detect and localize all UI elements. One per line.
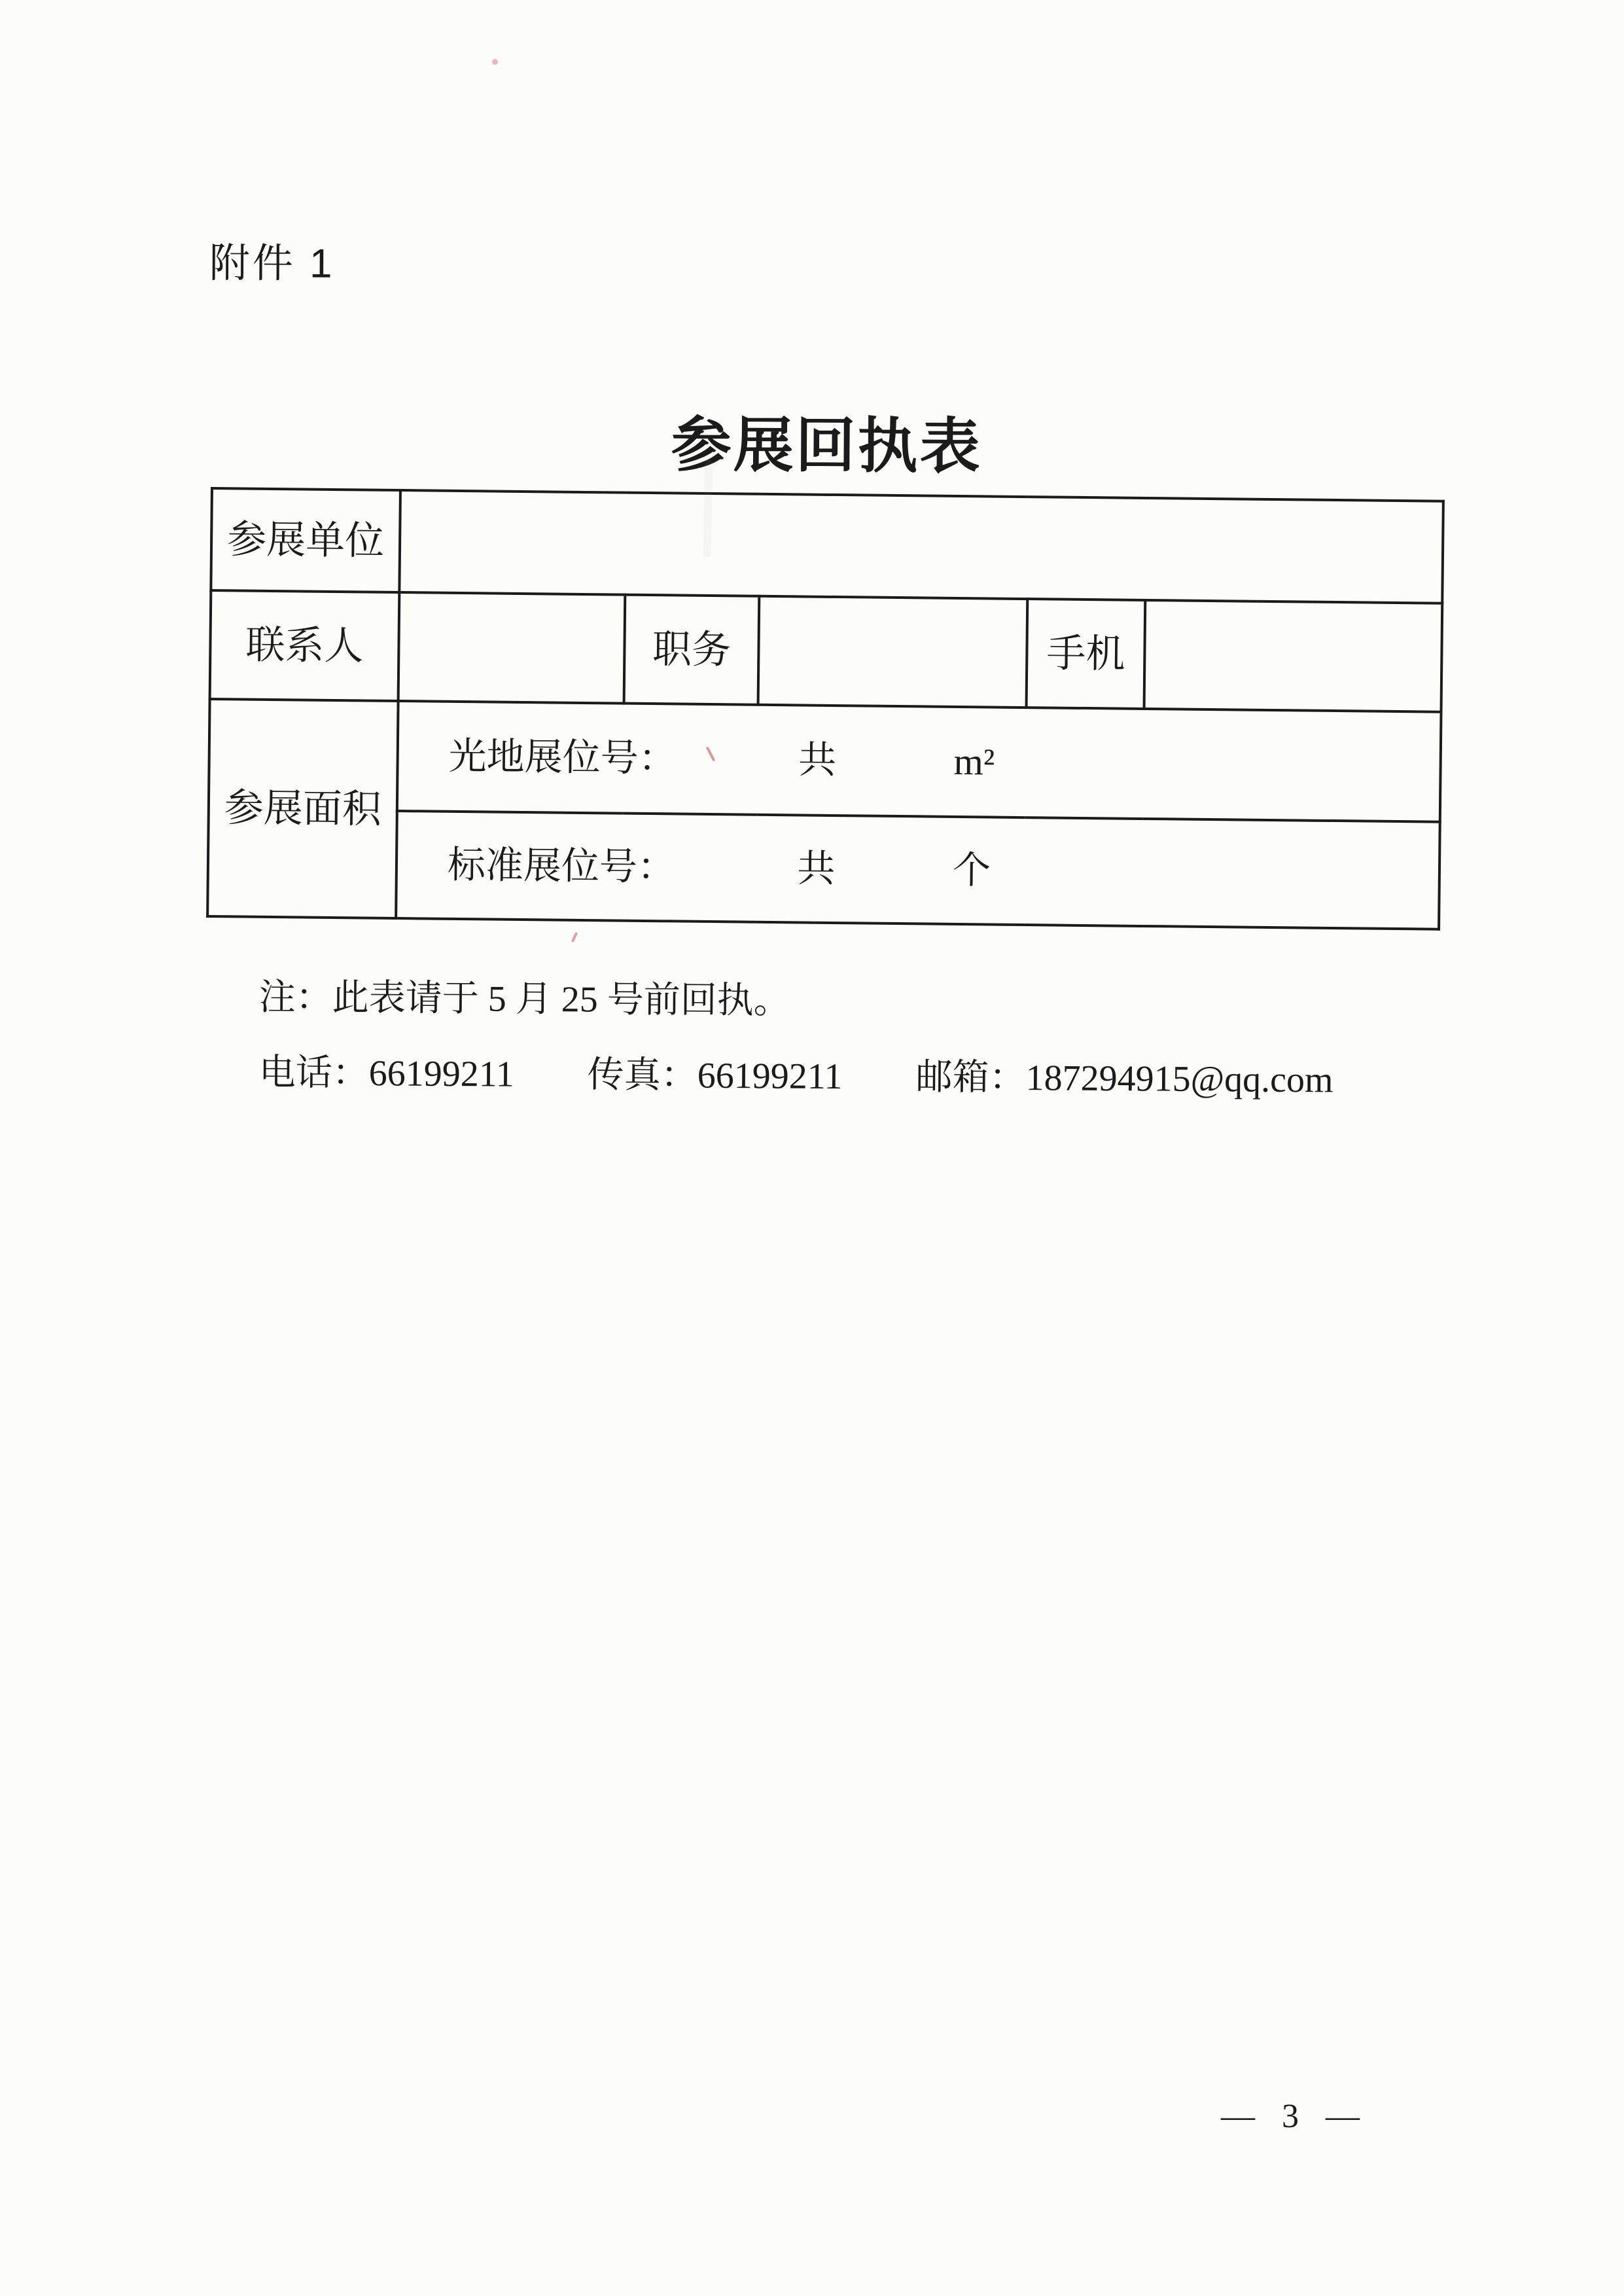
email-text: 邮箱：187294915@qq.com (915, 1057, 1333, 1101)
contact-label: 联系人 (210, 590, 400, 701)
fax-text: 传真：66199211 (587, 1054, 843, 1098)
scan-artifact (571, 932, 578, 942)
standard-booth-unit: 个 (952, 848, 991, 892)
standard-booth-prefix: 标准展位号： (447, 843, 676, 889)
mobile-value-cell (1144, 600, 1443, 712)
open-ground-total-label: 共 (798, 738, 837, 781)
page-number: — 3 — (1221, 2098, 1365, 2135)
open-ground-unit: m² (953, 740, 995, 783)
scan-artifact (492, 59, 498, 65)
exhibition-reply-table (206, 487, 1445, 931)
standard-booth-cell (396, 811, 1440, 929)
exhibitor-value-cell (399, 490, 1443, 603)
mobile-label: 手机 (1027, 599, 1146, 709)
open-ground-prefix: 光地展位号： (448, 734, 677, 780)
table-row-contact (210, 590, 1443, 712)
open-ground-cell (397, 701, 1441, 822)
position-value-cell (758, 596, 1028, 708)
exhibitor-label: 参展单位 (211, 488, 400, 592)
table-row-open-ground (209, 699, 1441, 822)
note-contacts (259, 1053, 1333, 1101)
attachment-label: 附件 1 (209, 241, 335, 287)
contact-value-cell (398, 592, 626, 704)
note-deadline: 注：此表请于 5 月 25 号前回执。 (258, 977, 790, 1022)
page-title: 参展回执表 (671, 411, 983, 480)
position-label: 职务 (624, 595, 760, 705)
area-label: 参展面积 (207, 699, 398, 918)
standard-booth-total-label: 共 (797, 847, 836, 890)
table-row-exhibitor (211, 488, 1443, 603)
phone-text: 电话：66199211 (258, 1052, 514, 1095)
